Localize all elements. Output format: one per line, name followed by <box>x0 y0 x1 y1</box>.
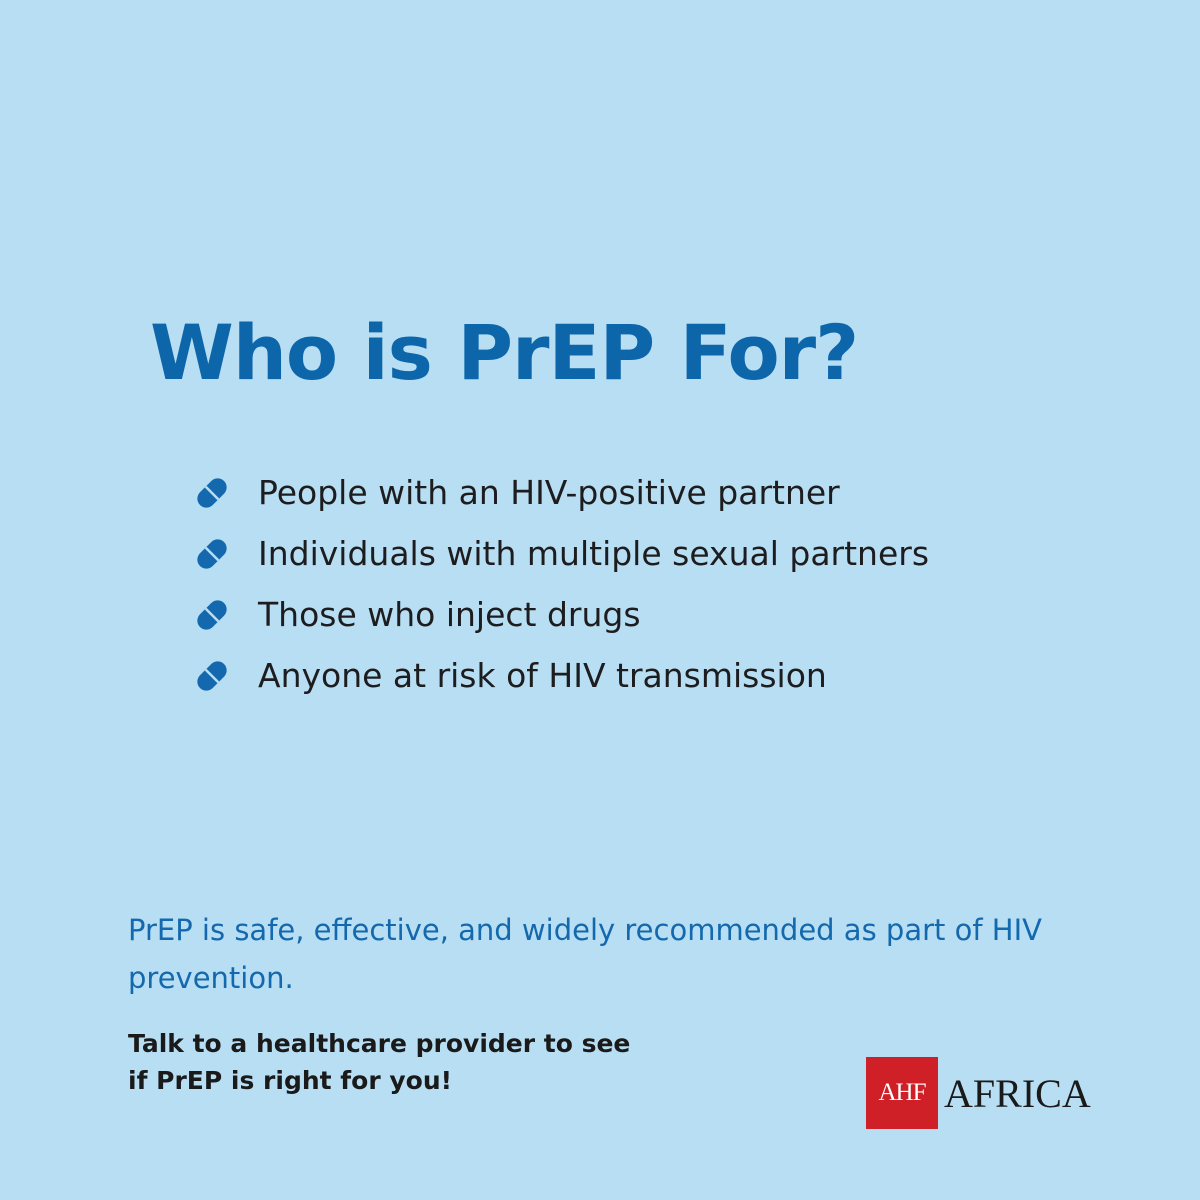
list-item <box>192 645 929 706</box>
eligibility-list <box>192 462 929 706</box>
list-item-text: People with an HIV-positive partner <box>258 473 840 512</box>
pill-icon <box>192 473 232 513</box>
list-item <box>192 462 929 523</box>
safety-note: PrEP is safe, effective, and widely recommended as part of HIV prevention. <box>128 913 1042 995</box>
ahf-africa-logo <box>866 1057 1091 1129</box>
logo-text: AFRICA <box>944 1070 1091 1116</box>
call-to-action <box>128 1025 688 1099</box>
list-item <box>192 523 929 584</box>
pill-icon <box>192 595 232 635</box>
logo-box: AHF <box>866 1057 938 1129</box>
pill-icon <box>192 656 232 696</box>
list-item-text: Anyone at risk of HIV transmission <box>258 656 827 695</box>
cta-line-1: Talk to a healthcare provider to see <box>128 1029 631 1058</box>
pill-icon <box>192 534 232 574</box>
list-item-text: Those who inject drugs <box>258 595 641 634</box>
list-item <box>192 584 929 645</box>
list-item-text: Individuals with multiple sexual partners <box>258 534 930 573</box>
page-title: Who is PrEP For? <box>150 308 859 397</box>
cta-line-2: if PrEP is right for you! <box>128 1066 453 1095</box>
